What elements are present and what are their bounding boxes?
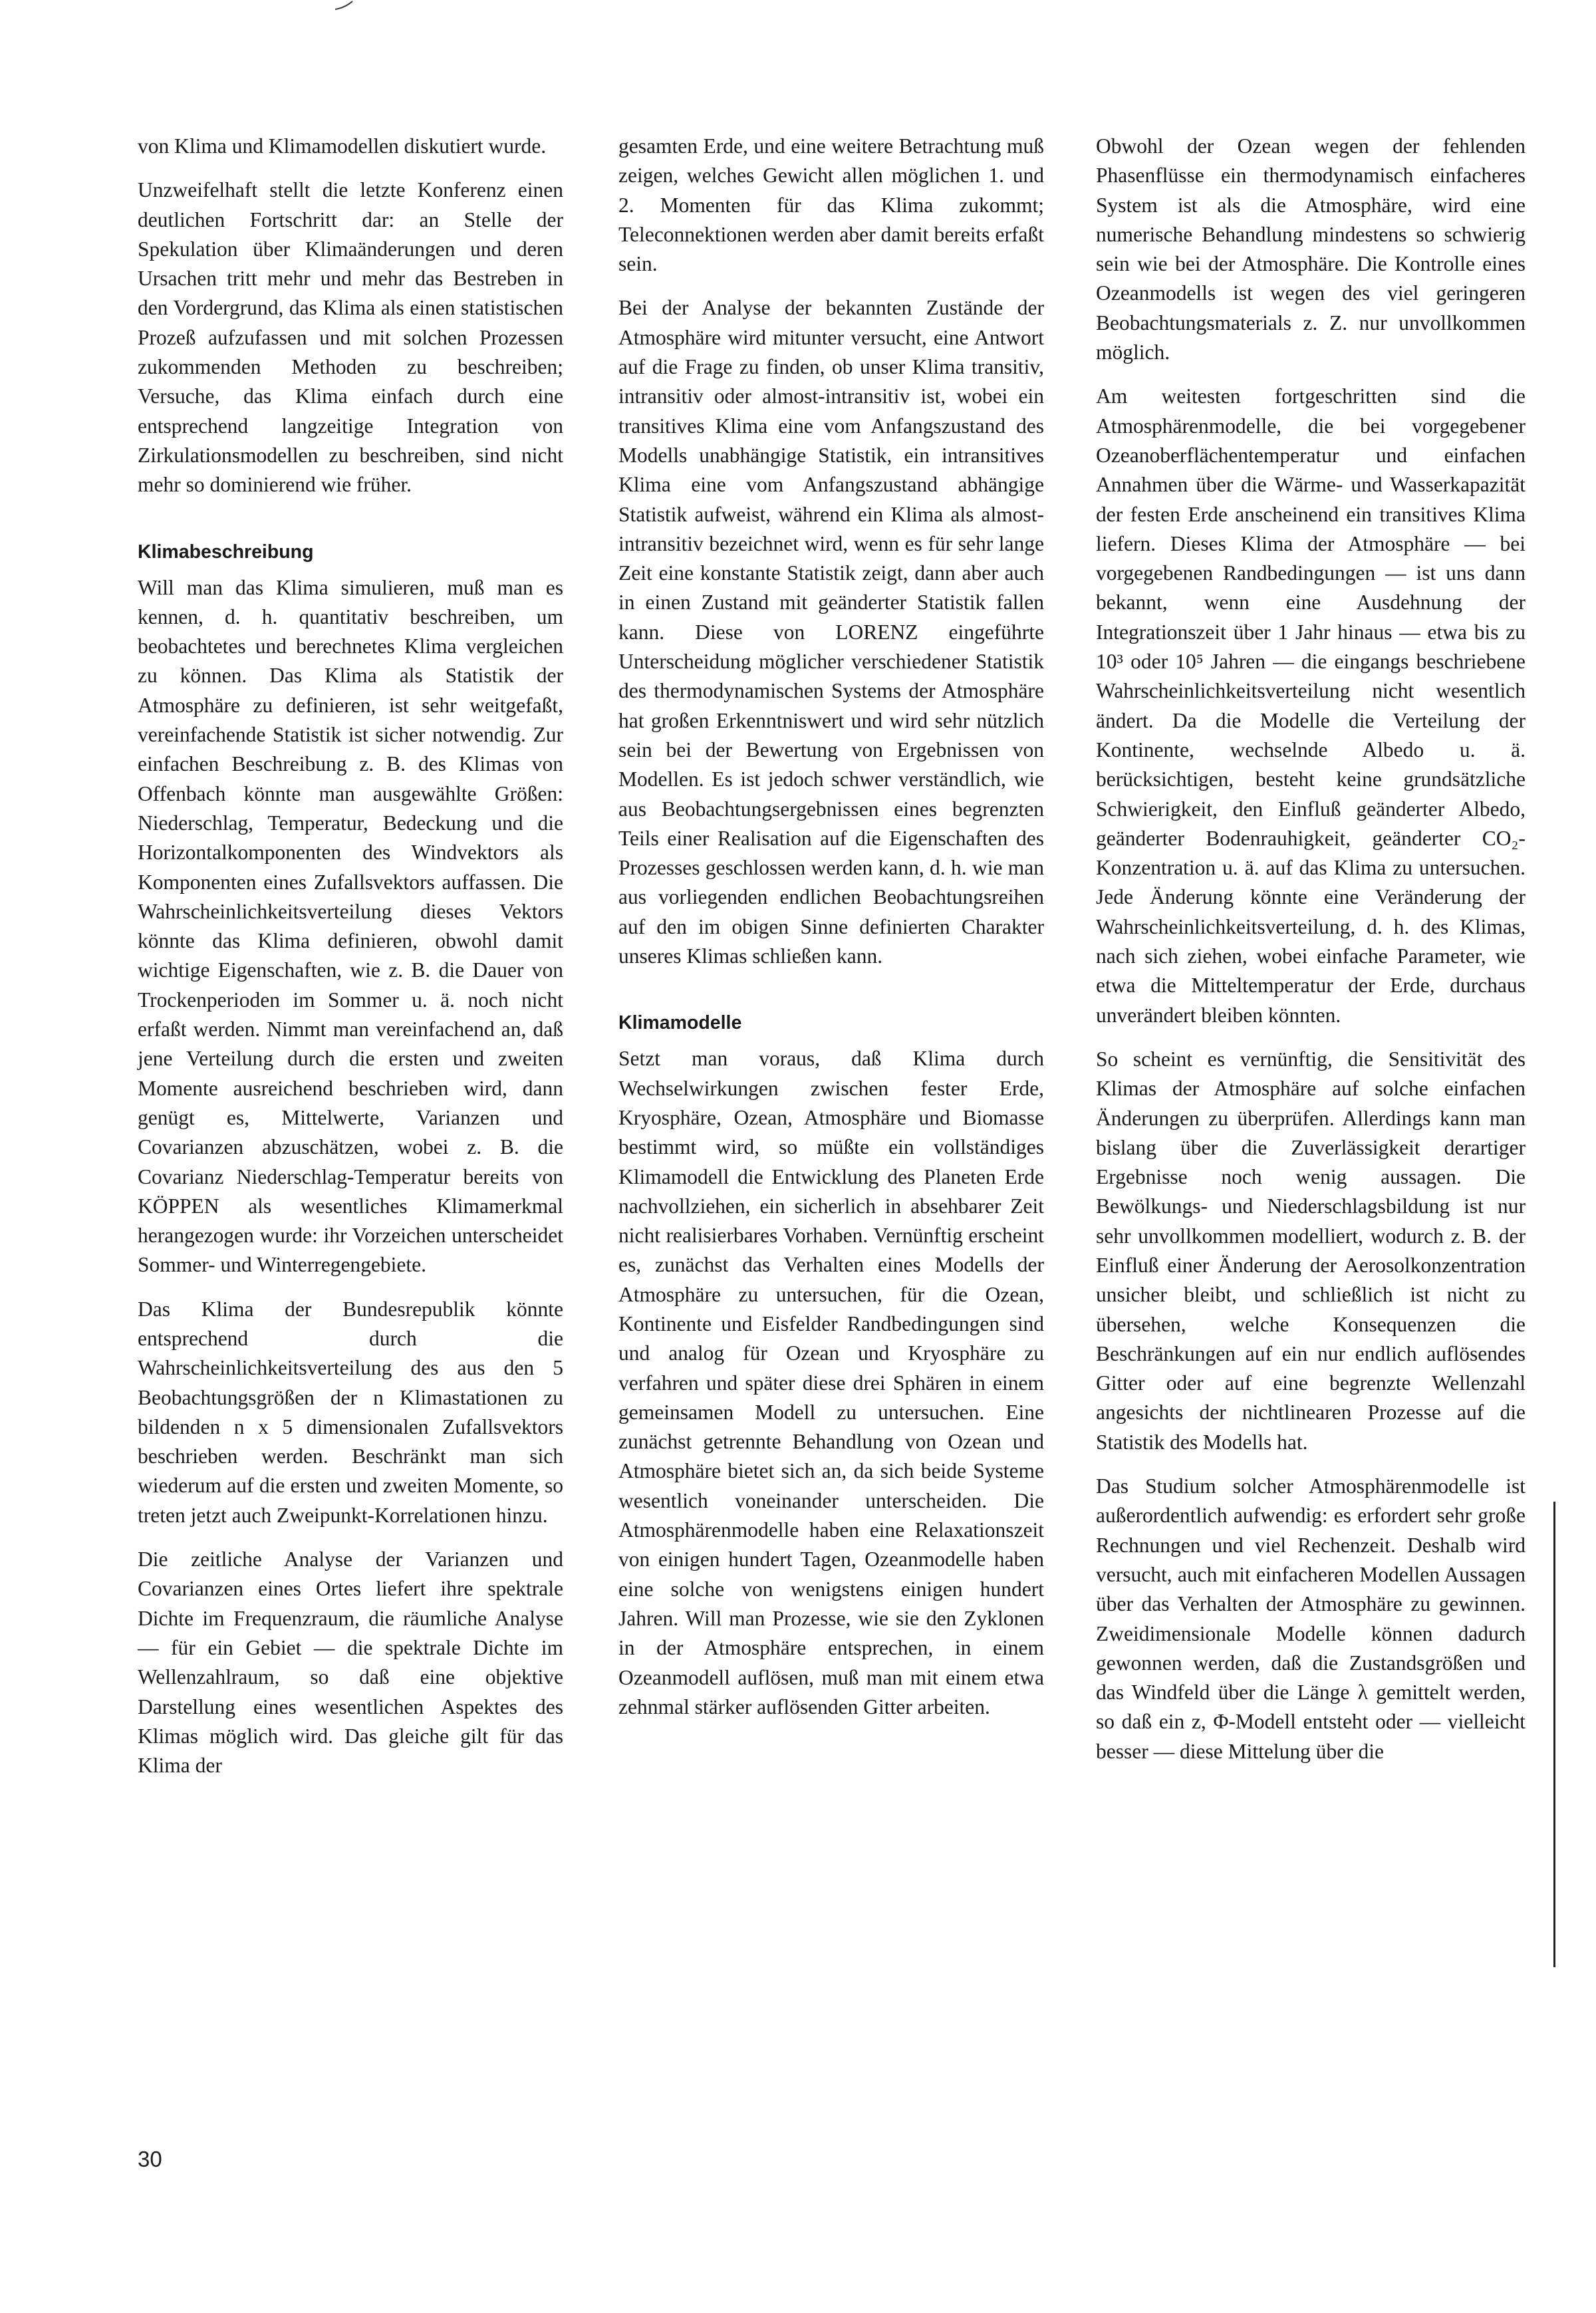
paragraph: Obwohl der Ozean wegen der fehlenden Phasenflüsse ein thermodynamisch einfacheres System ist als die Atmosphäre, wird eine numerische Behandlung mindestens so schwierig sein wie bei der Atmosphäre. Die Kontrolle eines Ozeanmodells ist wegen des viel geringeren Beobachtungsmaterials z. Z. nur unvollkommen möglich. bbox=[1096, 134, 1526, 364]
scan-mark bbox=[332, 0, 359, 11]
text-column-2 bbox=[618, 132, 1044, 1736]
paragraph: Das Studium solcher Atmosphärenmodelle ist außerordentlich aufwendig: es erfordert sehr große Rechnungen und viel Rechenzeit. Deshalb wird versucht, auch mit einfacheren Modellen Aussagen über das Verhalten der Atmosphäre zu gewinnen. Zweidimensionale Modelle können dadurch gewonnen werden, daß die Zustandsgrößen und das Windfeld über die Länge λ gemittelt werden, so daß ein z, Φ-Modell entsteht oder — vielleicht besser — diese Mittelung über die bbox=[1096, 1474, 1526, 1763]
paragraph: Will man das Klima simulieren, muß man es kennen, d. h. quantitativ beschreiben, um beobachtetes und berechnetes Klima vergleichen zu können. Das Klima als Statistik der Atmosphäre zu definieren, ist sehr weitgefaßt, vereinfachende Statistik ist sicher notwendig. Zur einfachen Beschreibung z. B. des Klimas von Offenbach könnte man ausgewählte Größen: Niederschlag, Temperatur, Bedeckung und die Horizontalkomponenten des Windvektors als Komponenten eines Zufallsvektors auffassen. Die Wahrscheinlichkeitsverteilung dieses Vektors könnte das Klima definieren, obwohl damit wichtige Eigenschaften, wie z. B. die Dauer von Trockenperioden im Sommer u. ä. noch nicht erfaßt werden. Nimmt man vereinfachend an, daß jene Verteilung durch die ersten und zweiten Momente ausreichend beschrieben wird, dann genügt es, Mittelwerte, Varianzen und Covarianzen abzuschätzen, wobei z. B. die Covarianz Niederschlag-Temperatur bereits von KÖPPEN als wesentliches Klimamerkmal herangezogen wurde: ihr Vorzeichen unterscheidet Sommer- und Winterregengebiete. bbox=[138, 575, 563, 1277]
section-heading: Klimamodelle bbox=[618, 1012, 742, 1034]
paragraph: Setzt man voraus, daß Klima durch Wechselwirkungen zwischen fester Erde, Kryosphäre, Ozean, Atmosphäre und Biomasse bestimmt wird, so müßte ein vollständiges Klimamodell die Entwicklung des Planeten Erde nachvollziehen, ein sicherlich in absehbarer Zeit nicht realisierbares Vorhaben. Vernünftig erscheint es, zunächst das Verhalten eines Modells der Atmosphäre zu untersuchen, für die Ozean, Kontinente und Eisfelder Randbedingungen sind und analog für Ozean und Kryosphäre zu verfahren und später diese drei Sphären in einem gemeinsamen Modell zu untersuchen. Eine zunächst getrennte Behandlung von Ozean und Atmosphäre bietet sich an, da sich beide Systeme wesentlich voneinander unterscheiden. Die Atmosphärenmodelle haben eine Relaxationszeit von einigen hundert Tagen, Ozeanmodelle haben eine solche von wenigstens einigen hundert Jahren. Will man Prozesse, wie sie den Zyklonen in der Atmosphäre entsprechen, in einem Ozeanmodell auflösen, muß man mit einem etwa zehnmal stärker auflösenden Gitter arbeiten. bbox=[618, 1047, 1044, 1718]
paragraph: von Klima und Klimamodellen diskutiert wurde. bbox=[138, 134, 547, 158]
text-column-3 bbox=[1096, 132, 1526, 1781]
paragraph: Die zeitliche Analyse der Varianzen und Covarianzen eines Ortes liefert ihre spektrale Dichte im Frequenzraum, die räumliche Analyse — für ein Gebiet — die spektrale Dichte im Wellenzahlraum, so daß eine objektive Darstellung eines wesentlichen Aspektes des Klimas möglich wird. Das gleiche gilt für das Klima der bbox=[138, 1548, 563, 1778]
paragraph: So scheint es vernünftig, die Sensitivität des Klimas der Atmosphäre auf solche einfachen Änderungen zu überprüfen. Allerdings kann man bislang über die Zuverlässigkeit derartiger Ergebnisse noch wenig aussagen. Die Bewölkungs- und Niederschlagsbildung ist nur sehr unvollkommen modelliert, wodurch z. B. der Einfluß einer Änderung der Aerosolkonzentration unsicher bleibt, und schließlich ist nicht zu übersehen, welche Konsequenzen die Beschränkungen auf ein nur endlich auflösendes Gitter oder auf eine begrenzte Wellenzahl angesichts der nichtlinearen Prozesse auf die Statistik des Modells hat. bbox=[1096, 1047, 1526, 1454]
paragraph: Bei der Analyse der bekannten Zustände der Atmosphäre wird mitunter versucht, eine Antwort auf die Frage zu finden, ob unser Klima transitiv, intransitiv oder almost-intransitiv ist, wobei ein transitives Klima eine vom Anfangszustand des Modells unabhängige Statistik, ein intransitives Klima eine vom Anfangszustand abhängige Statistik aufweist, während ein Klima als almost-intransitiv bezeichnet wird, wenn es für sehr lange Zeit eine konstante Statistik zeigt, dann aber auch in einen Zustand mit geänderter Statistik fallen kann. Diese von LORENZ eingeführte Unterscheidung möglicher verschiedener Statistik des thermodynamischen Systems der Atmosphäre hat großen Erkenntniswert und wird sehr nützlich sein bei der Bewertung von Ergebnissen von Modellen. Es ist jedoch schwer verständlich, wie aus Beobachtungsergebnissen eines begrenzten Teils einer Realisation auf die Eigenschaften des Prozesses geschlossen werden kann, d. h. wie man aus vorliegenden endlichen Beobachtungsreihen auf den im obigen Sinne definierten Charakter unseres Klimas schließen kann. bbox=[618, 296, 1044, 968]
paragraph: Das Klima der Bundesrepublik könnte entsprechend durch die Wahrscheinlichkeitsverteilung des aus den 5 Beobachtungsgrößen der n Klimastationen zu bildenden n x 5 dimensionalen Zufallsvektors beschrieben werden. Beschränkt man sich wiederum auf die ersten und zweiten Momente, so treten jetzt auch Zweipunkt-Korrelationen hinzu. bbox=[138, 1297, 563, 1527]
section-heading: Klimabeschreibung bbox=[138, 541, 314, 563]
text-column-1 bbox=[138, 132, 563, 1795]
paragraph: gesamten Erde, und eine weitere Betrachtung muß zeigen, welches Gewicht allen möglichen 1. und 2. Momenten für das Klima zukommt; Teleconnektionen werden aber damit bereits erfaßt sein. bbox=[618, 134, 1044, 276]
paragraph: Am weitesten fortgeschritten sind die Atmosphärenmodelle, die bei vorgegebener Ozeanoberflächentemperatur und einfachen Annahmen über die Wärme- und Wasserkapazität der festen Erde anscheinend ein transitives Klima liefern. Dieses Klima der Atmosphäre — bei vorgegebenen Randbedingungen — ist uns dann bekannt, wenn eine Ausdehnung der Integrationszeit über 1 Jahr hinaus — etwa bis zu 10³ oder 10⁵ Jahren — die eingangs beschriebene Wahrscheinlichkeitsverteilung nicht wesentlich ändert. Da die Modelle die Verteilung der Kontinente, wechselnde Albedo u. ä. berücksichtigen, besteht keine grundsätzliche Schwierigkeit, den Einfluß geänderter Albedo, geänderter Bodenrauhigkeit, geänderter CO₂-Konzentration u. ä. auf das Klima zu untersuchen. Jede Änderung könnte eine Veränderung der Wahrscheinlichkeitsverteilung, d. h. des Klimas, nach sich ziehen, wobei einfache Parameter, wie etwa die Mitteltemperatur der Erde, durchaus unverändert bleiben könnten. bbox=[1096, 384, 1526, 1027]
margin-rule bbox=[1553, 1502, 1555, 1967]
page-number: 30 bbox=[138, 2147, 162, 2171]
paragraph: Unzweifelhaft stellt die letzte Konferenz einen deutlichen Fortschritt dar: an Stelle der Spekulation über Klimaänderungen und deren Ursachen tritt mehr und mehr das Bestreben in den Vordergrund, das Klima als einen statistischen Prozeß aufzufassen und mit solchen Prozessen zukommenden Methoden zu beschreiben; Versuche, das Klima einfach durch eine entsprechend langzeitige Integration von Zirkulationsmodellen zu beschreiben, sind nicht mehr so dominierend wie früher. bbox=[138, 178, 563, 497]
